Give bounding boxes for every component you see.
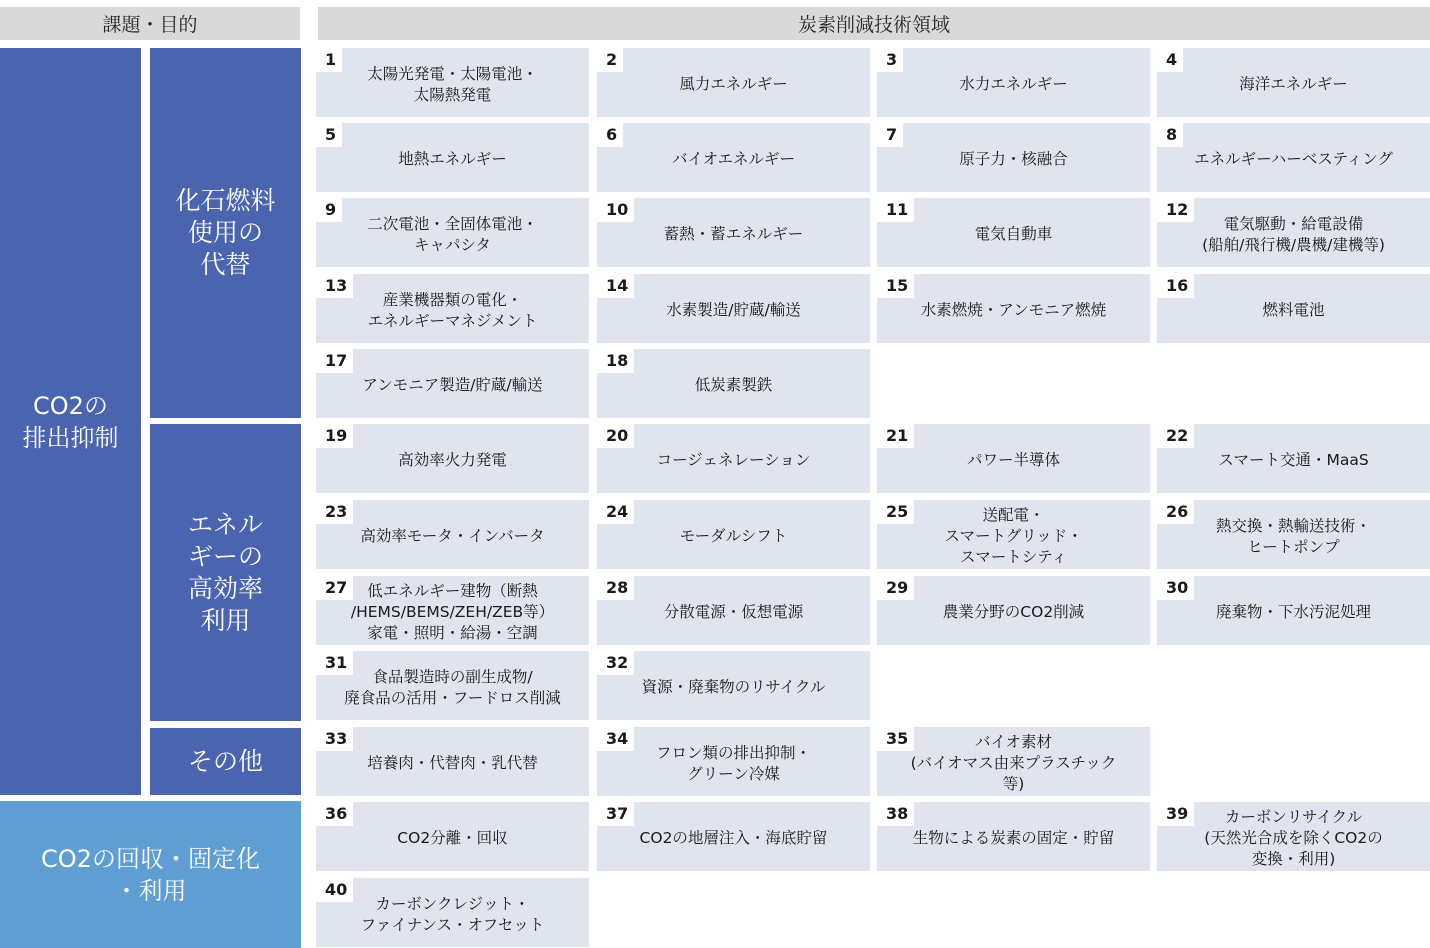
tech-cell-26 (1157, 500, 1430, 569)
tech-label: エネルギーハーベスティング (1194, 150, 1393, 168)
tech-number: 29 (877, 576, 914, 600)
category-co2-capture: CO2の回収・固定化 ・利用 (0, 801, 301, 948)
tech-label: パワー半導体 (966, 451, 1060, 469)
tech-label: 水素製造/貯蔵/輸送 (666, 301, 801, 319)
tech-label: アンモニア製造/貯蔵/輸送 (362, 376, 543, 394)
tech-cell-23 (316, 500, 589, 569)
tech-label: 資源・廃棄物のリサイクル (641, 678, 826, 696)
tech-number: 32 (597, 651, 634, 675)
tech-number: 19 (316, 424, 353, 448)
tech-label: カーボンリサイクル (天然光合成を除くCO2の 変換・利用) (1204, 808, 1383, 868)
tech-cell-12 (1157, 198, 1430, 267)
tech-number: 24 (597, 500, 634, 524)
tech-cell-35 (877, 727, 1150, 796)
tech-label: 太陽光発電・太陽電池・ 太陽熱発電 (367, 64, 538, 104)
tech-label: CO2の地層注入・海底貯留 (639, 829, 828, 847)
category-co2-emission: CO2の 排出抑制 (0, 48, 141, 795)
tech-label: スマート交通・MaaS (1218, 451, 1369, 469)
tech-number: 2 (597, 48, 623, 72)
tech-number: 5 (316, 123, 342, 147)
tech-cell-7 (877, 123, 1150, 192)
tech-cell-2 (597, 48, 870, 117)
tech-label: 電気駆動・給電設備 (船舶/飛行機/農機/建機等) (1202, 214, 1385, 254)
tech-cell-28 (597, 576, 870, 645)
tech-cell-32 (597, 651, 870, 720)
tech-label: 送配電・ スマートグリッド・ スマートシティ (944, 506, 1083, 566)
tech-label: CO2分離・回収 (397, 829, 508, 847)
tech-label: 蓄熱・蓄エネルギー (663, 225, 804, 243)
tech-label: 分散電源・仮想電源 (663, 603, 804, 621)
tech-number: 6 (597, 123, 623, 147)
tech-cell-4 (1157, 48, 1430, 117)
tech-label: 海洋エネルギー (1239, 75, 1348, 93)
tech-cell-30 (1157, 576, 1430, 645)
tech-number: 37 (597, 802, 634, 826)
tech-number: 7 (877, 123, 903, 147)
tech-label: 地熱エネルギー (398, 150, 507, 168)
tech-cell-22 (1157, 424, 1430, 493)
tech-number: 10 (597, 198, 634, 222)
tech-label: 廃棄物・下水汚泥処理 (1215, 603, 1371, 621)
tech-number: 23 (316, 500, 353, 524)
tech-label: 生物による炭素の固定・貯留 (912, 829, 1115, 847)
tech-cell-29 (877, 576, 1150, 645)
tech-cell-39 (1157, 802, 1430, 871)
tech-label: 低エネルギー建物（断熱 /HEMS/BEMS/ZEH/ZEB等） 家電・照明・給湯・空調 (350, 582, 555, 642)
tech-label: 高効率モータ・インバータ (360, 527, 545, 545)
tech-cell-33 (316, 727, 589, 796)
tech-cell-16 (1157, 274, 1430, 343)
tech-cell-11 (877, 198, 1150, 267)
tech-cell-40 (316, 878, 589, 947)
tech-number: 14 (597, 274, 634, 298)
tech-number: 9 (316, 198, 342, 222)
tech-number: 31 (316, 651, 353, 675)
tech-cell-36 (316, 802, 589, 871)
tech-number: 35 (877, 727, 914, 751)
tech-label: 電気自動車 (974, 225, 1053, 243)
tech-cell-14 (597, 274, 870, 343)
header-left: 課題・目的 (0, 7, 300, 40)
tech-label: フロン類の排出抑制・ グリーン冷媒 (655, 743, 811, 783)
tech-cell-8 (1157, 123, 1430, 192)
tech-cell-18 (597, 349, 870, 418)
tech-cell-21 (877, 424, 1150, 493)
tech-label: コージェネレーション (656, 451, 811, 469)
tech-number: 30 (1157, 576, 1194, 600)
tech-number: 12 (1157, 198, 1194, 222)
tech-number: 13 (316, 274, 353, 298)
tech-number: 26 (1157, 500, 1194, 524)
tech-cell-1 (316, 48, 589, 117)
tech-cell-25 (877, 500, 1150, 569)
tech-cell-6 (597, 123, 870, 192)
tech-cell-9 (316, 198, 589, 267)
tech-label: 水力エネルギー (959, 75, 1068, 93)
tech-number: 17 (316, 349, 353, 373)
tech-number: 4 (1157, 48, 1183, 72)
tech-number: 18 (597, 349, 634, 373)
tech-cell-3 (877, 48, 1150, 117)
tech-number: 8 (1157, 123, 1183, 147)
tech-number: 40 (316, 878, 353, 902)
tech-number: 15 (877, 274, 914, 298)
tech-label: バイオ素材 (バイオマス由来プラスチック 等) (910, 733, 1117, 793)
tech-number: 38 (877, 802, 914, 826)
category-other: その他 (150, 728, 301, 795)
tech-number: 11 (877, 198, 914, 222)
tech-label: 農業分野のCO2削減 (942, 603, 1085, 621)
tech-label: モーダルシフト (679, 527, 788, 545)
tech-cell-17 (316, 349, 589, 418)
tech-cell-15 (877, 274, 1150, 343)
tech-cell-20 (597, 424, 870, 493)
tech-number: 16 (1157, 274, 1194, 298)
tech-label: バイオエネルギー (672, 150, 795, 168)
category-efficiency: エネル ギーの 高効率 利用 (150, 424, 301, 721)
tech-cell-5 (316, 123, 589, 192)
tech-cell-38 (877, 802, 1150, 871)
tech-label: 原子力・核融合 (959, 150, 1068, 168)
tech-cell-31 (316, 651, 589, 720)
tech-number: 22 (1157, 424, 1194, 448)
tech-number: 20 (597, 424, 634, 448)
header-right: 炭素削減技術領域 (318, 7, 1430, 40)
tech-number: 27 (316, 576, 353, 600)
tech-number: 39 (1157, 802, 1194, 826)
tech-label: カーボンクレジット・ ファイナンス・オフセット (360, 894, 545, 934)
tech-number: 28 (597, 576, 634, 600)
tech-label: 風力エネルギー (679, 75, 788, 93)
tech-label: 二次電池・全固体電池・ キャパシタ (367, 214, 538, 254)
tech-label: 培養肉・代替肉・乳代替 (367, 754, 538, 772)
tech-cell-10 (597, 198, 870, 267)
tech-number: 21 (877, 424, 914, 448)
tech-label: 熱交換・熱輸送技術・ ヒートポンプ (1215, 516, 1371, 556)
tech-label: 燃料電池 (1262, 301, 1325, 319)
tech-cell-34 (597, 727, 870, 796)
category-fossil-alternative: 化石燃料 使用の 代替 (150, 48, 301, 418)
tech-cell-19 (316, 424, 589, 493)
tech-label: 水素燃焼・アンモニア燃焼 (920, 301, 1107, 319)
tech-cell-27 (316, 576, 589, 645)
tech-label: 食品製造時の副生成物/ 廃食品の活用・フードロス削減 (344, 667, 561, 707)
tech-number: 34 (597, 727, 634, 751)
tech-cell-37 (597, 802, 870, 871)
tech-number: 3 (877, 48, 903, 72)
tech-number: 33 (316, 727, 353, 751)
tech-label: 産業機器類の電化・ エネルギーマネジメント (367, 290, 538, 330)
tech-cell-24 (597, 500, 870, 569)
tech-number: 1 (316, 48, 342, 72)
tech-cell-13 (316, 274, 589, 343)
tech-label: 高効率火力発電 (398, 451, 507, 469)
tech-number: 25 (877, 500, 914, 524)
tech-number: 36 (316, 802, 353, 826)
tech-label: 低炭素製鉄 (694, 376, 773, 394)
